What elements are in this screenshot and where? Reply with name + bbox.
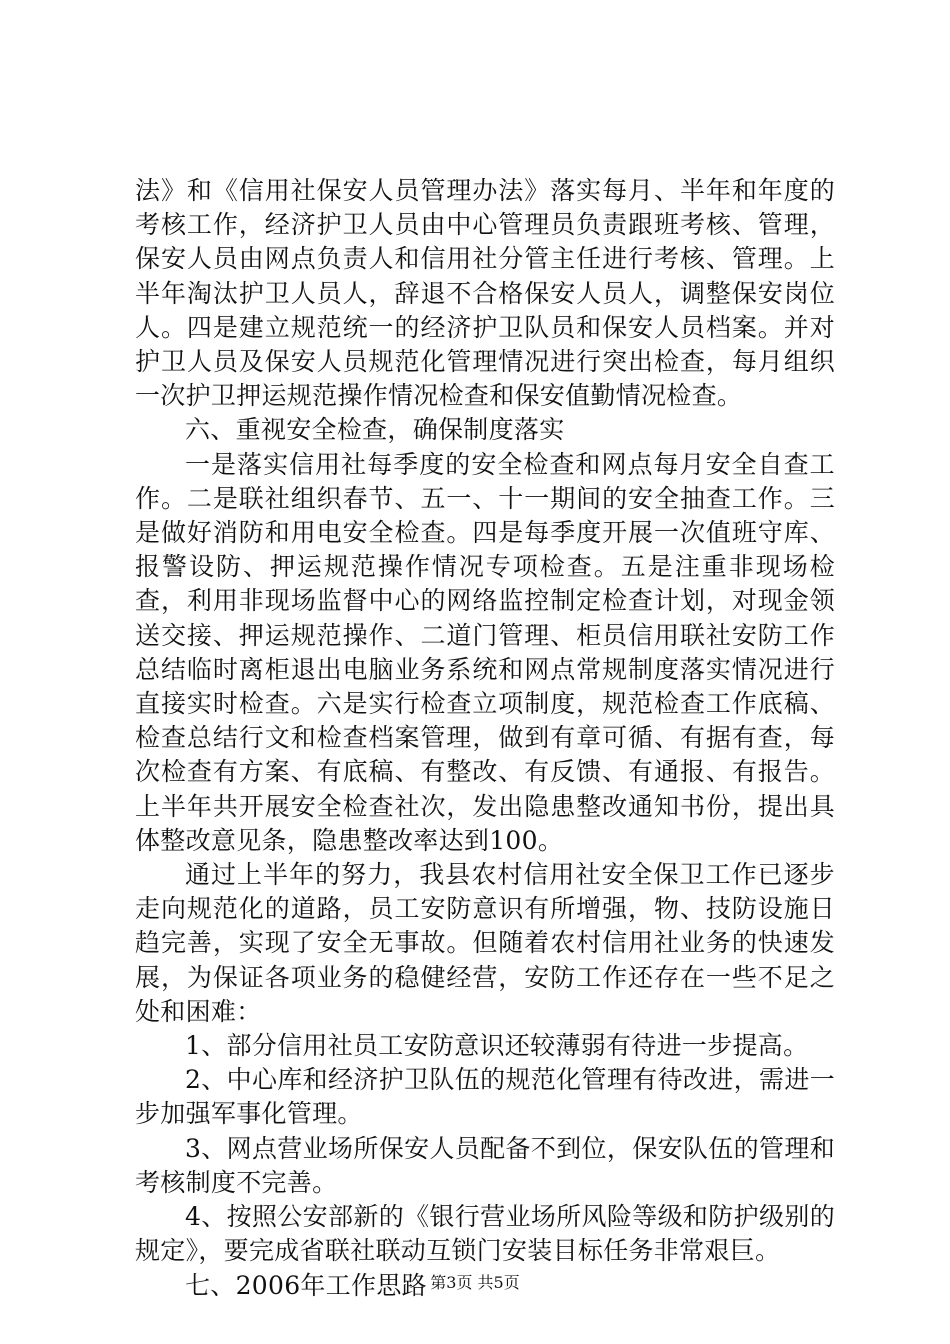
section-heading-seven: 七、2006年工作思路	[185, 1270, 427, 1300]
page-footer: 第3页 共5页	[430, 1273, 520, 1292]
paragraph-continuation: 法》和《信用社保安人员管理办法》落实每月、半年和年度的考核工作，经济护卫人员由中心管理员负责跟班考核、管理，保安人员由网点负责人和信用社分管主任进行考核、管理。上半年淘汰护卫人员人，辞退不合格保安人员人，调整保安岗位人。四是建立规范统一的经济护卫队员和保安人员档案。并对护卫人员及保安人员规范化管理情况进行突出检查，每月组织一次护卫押运规范操作情况检查和保安值勤情况检查。	[135, 176, 835, 411]
list-item-2: 2、中心库和经济护卫队伍的规范化管理有待改进，需进一步加强军事化管理。	[135, 1065, 835, 1129]
list-item-3: 3、网点营业场所保安人员配备不到位，保安队伍的管理和考核制度不完善。	[135, 1133, 835, 1197]
paragraph-inspection: 一是落实信用社每季度的安全检查和网点每月安全自查工作。二是联社组织春节、五一、十一期间的安全抽查工作。三是做好消防和用电安全检查。四是每季度开展一次值班守库、报警设防、押运规范操作情况专项检查。五是注重非现场检查，利用非现场监督中心的网络监控制定检查计划，对现金领送交接、押运规范操作、二道门管理、柜员信用联社安防工作总结临时离柜退出电脑业务系统和网点常规制度落实情况进行直接实时检查。六是实行检查立项制度，规范检查工作底稿、检查总结行文和检查档案管理，做到有章可循、有据有查，每次检查有方案、有底稿、有整改、有反馈、有通报、有报告。上半年共开展安全检查社次，发出隐患整改通知书份，提出具体整改意见条，隐患整改率达到100。	[135, 449, 835, 855]
section-heading-six: 六、重视安全检查，确保制度落实	[185, 415, 565, 445]
list-item-1: 1、部分信用社员工安防意识还较薄弱有待进一步提高。	[185, 1031, 809, 1061]
paragraph-summary: 通过上半年的努力，我县农村信用社安全保卫工作已逐步走向规范化的道路，员工安防意识有所增强，物、技防设施日趋完善，实现了安全无事故。但随着农村信用社业务的快速发展，为保证各项业务的稳健经营，安防工作还存在一些不足之处和困难：	[135, 860, 835, 1026]
list-item-4: 4、按照公安部新的《银行营业场所风险等级和防护级别的规定》，要完成省联社联动互锁门安装目标任务非常艰巨。	[135, 1202, 835, 1266]
document-body	[135, 174, 835, 1303]
